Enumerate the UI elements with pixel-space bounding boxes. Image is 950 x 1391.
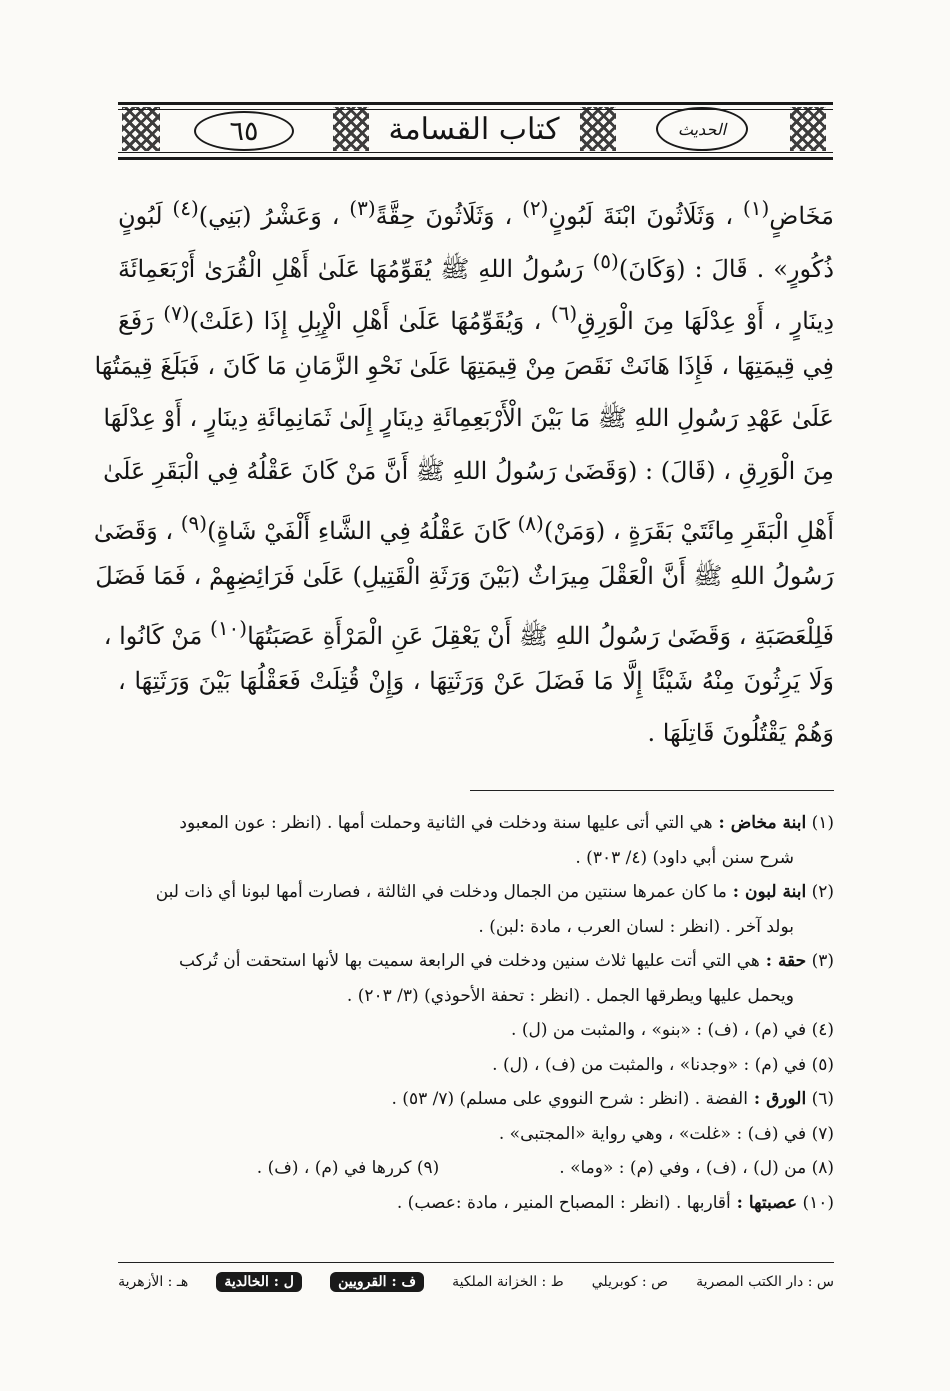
footnote-number: (٦) xyxy=(806,1089,834,1109)
footnote-number: (٢) xyxy=(806,882,834,902)
footnote-pair xyxy=(118,1151,834,1186)
footnote-term: ابنة مخاض : xyxy=(712,813,807,833)
footnote-text: هي التي أتت عليها ثلاث سنين ودخلت في الرابعة سميت بها لأنها استحقت أن تُركب xyxy=(178,951,760,971)
source-s2: ص : كوبريلي xyxy=(591,1274,669,1290)
footnote xyxy=(118,944,834,979)
chapter-title: كتاب القسامة xyxy=(388,111,560,147)
footnote xyxy=(118,875,834,910)
footnote xyxy=(118,1186,834,1221)
footnote-continuation: شرح سنن أبي داود) (٤/ ٣٠٣) . xyxy=(575,847,794,868)
main-text xyxy=(93,182,835,760)
ornament-left-outer xyxy=(122,107,160,151)
text-line: أَهْلِ الْبَقَرِ مِائَتَيْ بَقَرَةٍ ، (وَمَنْ)$^{(٨)}$ كَانَ عَقْلُهُ فِي الشَّاءِ أَلْفَيْ شَاةٍ)$^{(٩)}$ ، وَقَضَىٰ xyxy=(93,511,834,545)
ornament-right-outer xyxy=(790,107,826,151)
footnote-term: ابنة لبون : xyxy=(726,882,807,902)
footnote-number: (١) xyxy=(806,813,834,833)
manuscript-sources xyxy=(118,1265,834,1299)
footnote xyxy=(118,1117,834,1152)
footnote xyxy=(118,1013,834,1048)
footnote-number: (٣) xyxy=(806,951,834,971)
footnote-text: في (م) ، (ف) : «بنو» ، والمثبت من (ل) . xyxy=(511,1020,807,1040)
footnote-text: هي التي أتى عليها سنة ودخلت في الثانية وحملت أمها . (انظر : عون المعبود xyxy=(179,813,713,833)
footnote-number: (٤) xyxy=(806,1020,834,1040)
footnote-number: (٥) xyxy=(806,1054,834,1075)
sources-separator xyxy=(118,1262,834,1263)
text-line: دِينَارٍ ، أَوْ عِدْلَهَا مِنَ الْوَرِقِ$^{(٦)}$ ، وَيُقَوِّمُهَا عَلَىٰ أَهْلِ الْإِبِلِ إِذَا (عَلَتْ)$^{(٧)}$ رَفَعَ xyxy=(118,301,835,335)
footnote-term: عصبتها : xyxy=(730,1192,798,1213)
source-t: ط : الخزانة الملكية xyxy=(452,1274,564,1290)
footnote-text: في (ف) : «غلت» ، وهي رواية «المجتبى» . xyxy=(498,1123,807,1144)
text-line: فِي قِيمَتِهَا ، فَإِذَا هَانَتْ نَقَصَ مِنْ قِيمَتِهَا عَلَىٰ نَحْوِ الزَّمَانِ مَا كَانَ ، فَبَلَغَ قِيمَتُهَا xyxy=(94,351,834,380)
page-number: ٦٥ xyxy=(194,111,294,151)
footnote: (٨) من (ل) ، (ف) ، وفي (م) : «وما» . xyxy=(559,1158,834,1178)
text-line: فَلِلْعَصَبَةِ ، وَقَضَىٰ رَسُولُ اللهِ ﷺ أَنْ يَعْقِلَ عَنِ الْمَرْأَةِ عَصَبَتُهَا$^{(١٠)}$ مَنْ كَانُوا ، xyxy=(103,616,834,650)
text-line: ذُكُورٍ» . قَالَ : (وَكَانَ)$^{(٥)}$ رَسُولُ اللهِ ﷺ يُقَوِّمُهَا عَلَىٰ أَهْلِ الْقُرَىٰ أَرْبَعَمِائَةَ xyxy=(118,248,835,283)
page-number-box xyxy=(164,111,324,151)
text-line: رَسُولُ اللهِ ﷺ أَنَّ الْعَقْلَ مِيرَاثٌ (بَيْنَ وَرَثَةِ الْقَتِيلِ) عَلَىٰ فَرَائِضِهِمْ ، فَمَا فَضَلَ xyxy=(95,561,834,590)
footnote-term: الورق : xyxy=(747,1089,807,1109)
footnote-continuation: ويحمل عليها ويطرقها الجمل . (انظر : تحفة الأحوذي) (٣/ ٢٠٣) . xyxy=(346,985,794,1006)
footnote-continuation: بولد آخر . (انظر : لسان العرب ، مادة :لبن) . xyxy=(478,916,794,937)
footnote-text: في (م) : «وجدنا» ، والمثبت من (ف) ، (ل) . xyxy=(492,1054,807,1075)
text-line: وَهُمْ يَقْتُلُونَ قَاتِلَهَا . xyxy=(647,719,834,747)
publisher-logo xyxy=(622,107,782,151)
footnote: (٩) كررها في (م) ، (ف) . xyxy=(256,1158,440,1178)
ornament-right-inner xyxy=(580,107,616,151)
footnote-text: الفضة . (انظر : شرح النووي على مسلم) (٧/ ٥٣) . xyxy=(391,1089,748,1109)
ornament-left-inner xyxy=(333,107,369,151)
text-line: عَلَىٰ عَهْدِ رَسُولِ اللهِ ﷺ مَا بَيْنَ الْأَرْبَعِمِائَةِ دِينَارٍ إِلَىٰ ثَمَانِمِائَةِ دِينَارٍ ، أَوْ عِدْلَهَا xyxy=(103,404,834,432)
footnote-separator xyxy=(470,790,834,791)
text-line: مَخَاضٍ$^{(١)}$ ، وَثَلَاثُونَ ابْنَةَ لَبُونٍ$^{(٢)}$ ، وَثَلَاثُونَ حِقَّةً$^{(٣)}$ ، وَعَشْرُ (بَنِي)$^{(٤)}$ لَبُونٍ xyxy=(118,196,834,230)
text-line: وَلَا يَرِثُونَ مِنْهُ شَيْئًا إِلَّا مَا فَضَلَ عَنْ وَرَثَتِهَا ، وَإِنْ قُتِلَتْ فَعَقْلُهَا بَيْنَ وَرَثَتِهَا ، xyxy=(118,666,834,695)
footnote-number: (٧) xyxy=(806,1123,834,1144)
source-h: هـ : الأزهرية xyxy=(118,1274,189,1290)
page-header xyxy=(118,102,833,160)
text-line: مِنَ الْوَرِقِ ، (قَالَ) : (وَقَضَىٰ رَسُولُ اللهِ ﷺ أَنَّ مَنْ كَانَ عَقْلُهُ فِي الْبَقَرِ عَلَىٰ xyxy=(103,456,834,485)
source-f: ف : القرويين xyxy=(330,1272,424,1292)
footnotes xyxy=(118,806,834,1220)
source-l: ل : الخالدية xyxy=(216,1272,302,1292)
footnote-text: أقاربها . (انظر : المصباح المنير ، مادة :عصب) . xyxy=(396,1192,731,1213)
footnote-term: حقة : xyxy=(759,951,807,971)
footnote-number: (١٠) xyxy=(797,1192,834,1213)
footnote-text: ما كان عمرها سنتين من الجمال ودخلت في الثالثة ، فصارت أمها لبونا أي ذات لبن xyxy=(155,882,727,902)
logo-seal: الحديث xyxy=(656,107,748,151)
footnote xyxy=(118,1082,834,1117)
footnote xyxy=(118,806,834,841)
footnote xyxy=(118,1048,834,1083)
source-s: س : دار الكتب المصرية xyxy=(696,1274,834,1290)
